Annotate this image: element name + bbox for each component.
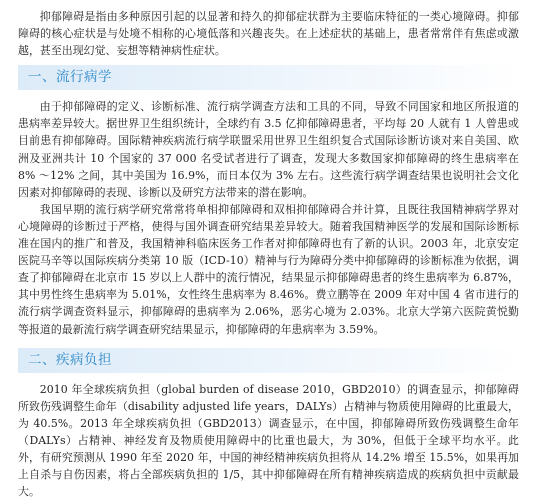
intro-paragraph: 抑郁障碍是指由多种原因引起的以显著和持久的抑郁症状群为主要临床特征的一类心境障碍。抑郁障碍的核心症状是与处境不相称的心境低落和兴趣丧失。在上述症状的基础上，患者常常伴有焦虑或激越，甚至出现幻觉、妄想等精神病性症状。: [18, 10, 519, 58]
section-heading-disease-burden: [18, 348, 519, 373]
epidemiology-paragraph-1: 由于抑郁障碍的定义、诊断标准、流行病学调查方法和工具的不同，导致不同国家和地区所报道的患病率差异较大。据世界卫生组织统计，全球约有 3.5 亿抑郁障碍患者，平均每 20 人就有 1 人曾患或目前患有抑郁障碍。国际精神疾病流行病学联盟采用世界卫生组织复合式国际诊断访谈对来自美国、欧洲及亚洲共计 10 个国家的 37 000 名受试者进行了调查，发现大多数国家抑郁障碍的终生患病率在 8% ～12% 之间，其中美国为 16.9%，而日本仅为 3% 左右。这些流行病学调查结果也说明社会文化因素对抑郁障碍的表现、诊断以及研究方法带来的潜在影响。: [18, 100, 519, 199]
section-heading-text: 二、疾病负担: [28, 351, 112, 368]
section-heading-epidemiology: [18, 65, 519, 90]
disease-burden-paragraph: 2010 年全球疾病负担（global burden of disease 2010，GBD2010）的调查显示，抑郁障碍所致伤残调整生命年（disability adjusted life years，DALYs）占精神与物质使用障碍的比重最大，为 40.5%。2013 年全球疾病负担（GBD2013）调查显示，在中国，抑郁障碍所致伤残调整生命年（DALYs）占精神、神经发育及物质使用障碍中的比重也最大，为 30%，但低于全球平均水平。此外，有研究预测从 1990 年至 2020 年，中国的神经精神疾病负担将从 14.2% 增至 15.5%，如果再加上自杀与自伤因素，将占全部疾病负担的 1/5，其中抑郁障碍在所有精神疾病造成的疾病负担中贡献最大。: [18, 382, 519, 499]
section-heading-text: 一、流行病学: [28, 69, 112, 86]
epidemiology-paragraph-2: 我国早期的流行病学研究常常将单相抑郁障碍和双相抑郁障碍合并计算，且既往我国精神病学界对心境障碍的诊断过于严格，使得与国外调查研究结果差异较大。随着我国精神医学的发展和国际诊断标准在国内的推广和普及，我国精神科临床医务工作者对抑郁障碍也有了新的认识。2003 年，北京安定医院马辛等以国际疾病分类第 10 版（ICD-10）精神与行为障碍分类中抑郁障碍的诊断标准为依据，调查了抑郁障碍在北京市 15 岁以上人群中的流行情况，结果显示抑郁障碍患者的终生患病率为 6.87%，其中男性终生患病率为 5.01%，女性终生患病率为 8.46%。费立鹏等在 2009 年对中国 4 省市进行的流行病学调查资料显示，抑郁障碍的患病率为 2.06%，恶劣心境为 2.03%。北京大学第六医院黄悦勤等报道的最新流行病学调查研究结果显示，抑郁障碍的年患病率为 3.59%。: [18, 202, 519, 336]
